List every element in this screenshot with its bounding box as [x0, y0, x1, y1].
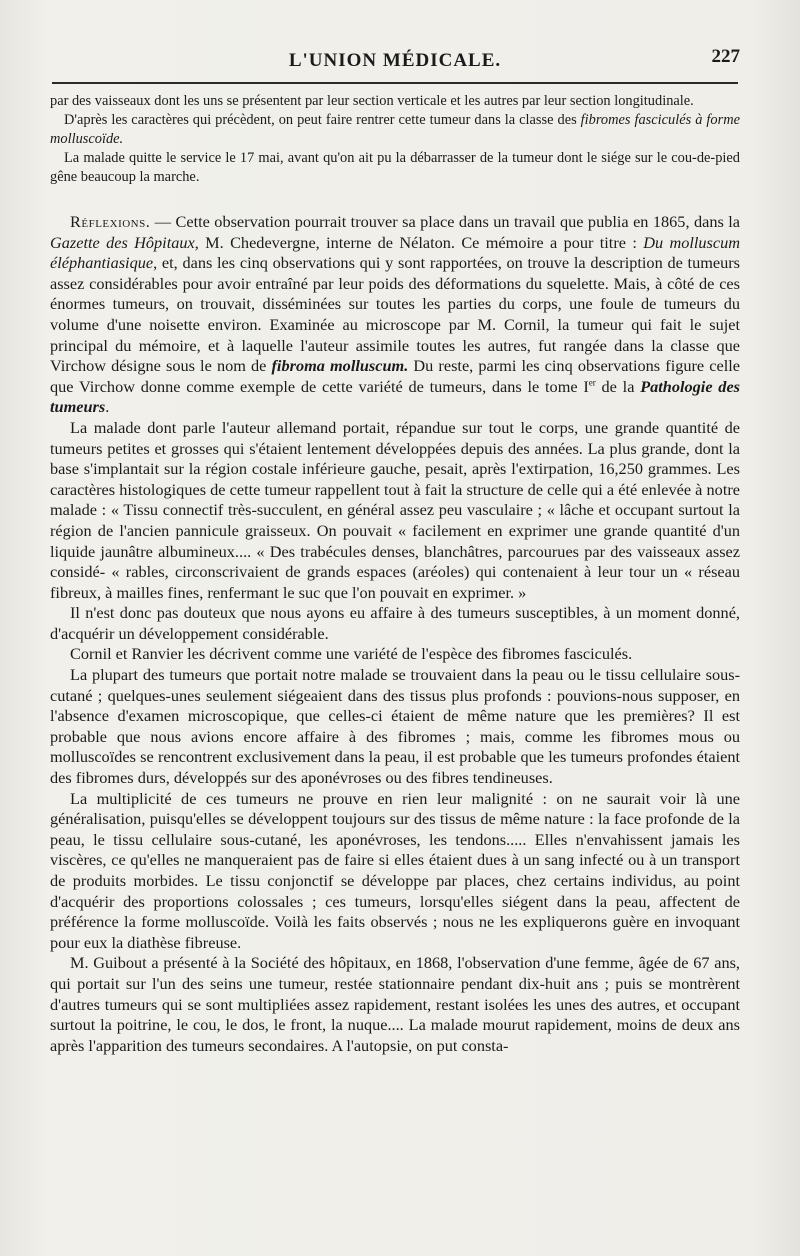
body-paragraph: La malade dont parle l'auteur allemand portait, répandue sur tout le corps, une grande quantité de tumeurs petites et grosses qui s'étaient lentement développées depuis des années. La plus grande, dont la base s'implantait sur la région costale inférieure gauche, pesait, après l'extirpation, 16,250 grammes. Les caractères histologiques de cette tumeur rappellent tout à fait la structure de celle qui a été enlevée à notre malade : « Tissu connectif très-succulent, en général assez peu vasculaire ; « lâche et occupant surtout la région de l'ancien pannicule graisseux. On pouvait « facilement en exprimer une grande quantité d'un liquide jaunâtre albumineux.... « Des trabécules denses, blanchâtres, parcourues par des vaisseaux assez considé- « rables, circonscrivaient de grands espaces (aréoles) qui contenaient à leur tour un « réseau fibreux, à mailles fines, renfermant le suc que l'on pouvait en exprimer. » — [50, 417, 740, 602]
journal-title: Gazette des Hôpitaux — [50, 232, 195, 252]
book-title: Pathologie des tumeurs — [50, 376, 741, 417]
memoir-title: Du molluscum éléphantiasique — [50, 232, 741, 273]
observation-end-text — [50, 92, 740, 187]
text-run: , M. Chedevergne, interne de Nélaton. Ce mémoire a pour titre : — [194, 232, 644, 252]
body-paragraph: Cornil et Ranvier les décrivent comme une variété de l'espèce des fibromes fasciculés. — [70, 644, 633, 664]
body-paragraph — [50, 212, 740, 418]
body-paragraph: La plupart des tumeurs que portait notre malade se trouvaient dans la peau ou le tissu cellulaire sous-cutané ; quelques-unes seulement siégeaient dans des tissus plus profonds : pouvions-nous supposer, en l'absence d'examen microscopique, que celles-ci étaient de même nature que les premières? Il est probable que nous avions encore affaire à des fibromes ; mais, comme les fibromes mous ou molluscoïdes se rencontrent exclusivement dans la peau, il est probable que les tumeurs profondes étaient des fibromes durs, développés sur des aponévroses ou des fibres tendineuses. — [50, 665, 740, 788]
reflexions-section — [50, 212, 740, 1056]
text-run: — Cette observation pourrait trouver sa place dans un travail que publia en 1865, dans la — [150, 212, 740, 231]
superscript: er — [588, 377, 596, 388]
small-paragraph: La malade quitte le service le 17 mai, avant qu'on ait pu la débarrasser de la tumeur dont le siége sur le cou-de-pied gêne beaucoup la marche. — [50, 150, 740, 185]
header-rule — [52, 82, 738, 84]
text-run: de la — [595, 376, 641, 396]
small-paragraph — [50, 111, 740, 149]
term-fibroma: fibroma molluscum. — [271, 356, 409, 376]
page-header — [50, 44, 740, 78]
small-paragraph: par des vaisseaux dont les uns se présentent par leur section verticale et les autres par leur section longitudinale. — [50, 93, 694, 109]
text-run: . — [105, 397, 110, 417]
body-paragraph: M. Guibout a présenté à la Société des hôpitaux, en 1868, l'observation d'une femme, âgée de 67 ans, qui portait sur l'un des seins une tumeur, restée stationnaire pendant dix-huit ans ; puis se montrèrent d'autres tumeurs qui se sont multipliées assez rapidement, restant isolées les unes des autres, et occupant surtout la poitrine, le cou, le dos, le front, la nuque.... La malade mourut rapidement, moins de deux ans après l'apparition des tumeurs secondaires. A l'autopsie, on put consta- — [50, 953, 740, 1055]
section-label: Réflexions. — [70, 212, 151, 231]
text-run: D'après les caractères qui précèdent, on peut faire rentrer cette tumeur dans la classe des — [64, 112, 581, 128]
body-paragraph: Il n'est donc pas douteux que nous ayons eu affaire à des tumeurs susceptibles, à un moment donné, d'acquérir un développement considérable. — [50, 603, 740, 643]
page-number: 227 — [711, 46, 740, 67]
body-paragraph: La multiplicité de ces tumeurs ne prouve en rien leur malignité : on ne saurait voir là une généralisation, puisqu'elles se développent toujours sur des tissus de même nature : la face profonde de la peau, le tissu cellulaire sous-cutané, les aponévroses, les tendons..... Elles n'envahissent jamais les viscères, ce qu'elles ne manqueraient pas de faire si elles étaient dues à un sang infecté ou à un transport de produits morbides. Le tissu conjonctif se développe par places, chez certains individus, au point d'acquérir des proportions colossales ; ces tumeurs, lorsqu'elles siégent dans la peau, affectent de préférence la forme molluscoïde. Voilà les faits observés ; nous ne les expliquerons guère en invoquant pour eux la diathèse fibreuse. — [50, 788, 740, 952]
running-title: L'UNION MÉDICALE. — [288, 50, 502, 71]
text-run: , et, dans les cinq observations qui y sont rapportées, on trouve la description de tumeurs assez considérables pour avoir entraîné par leur poids des déformations du squelette. Mais, à côté de ces énormes tumeurs, on trouvait, disséminées sur toutes les parties du corps, une foule de tumeurs du volume d'une noisette environ. Examinée au microscope par M. Cornil, la tumeur qui fait le sujet principal du mémoire, et à laquelle l'auteur assimile toutes les autres, fut rangée dans la classe que Virchow désigne sous le nom de — [50, 253, 740, 376]
italic-term: fibromes fasciculés à forme molluscoïde. — [50, 112, 740, 147]
text-run: Du reste, parmi les cinq observations figure celle que Virchow donne comme exemple de cette variété de tumeurs, dans le tome I — [50, 356, 740, 396]
